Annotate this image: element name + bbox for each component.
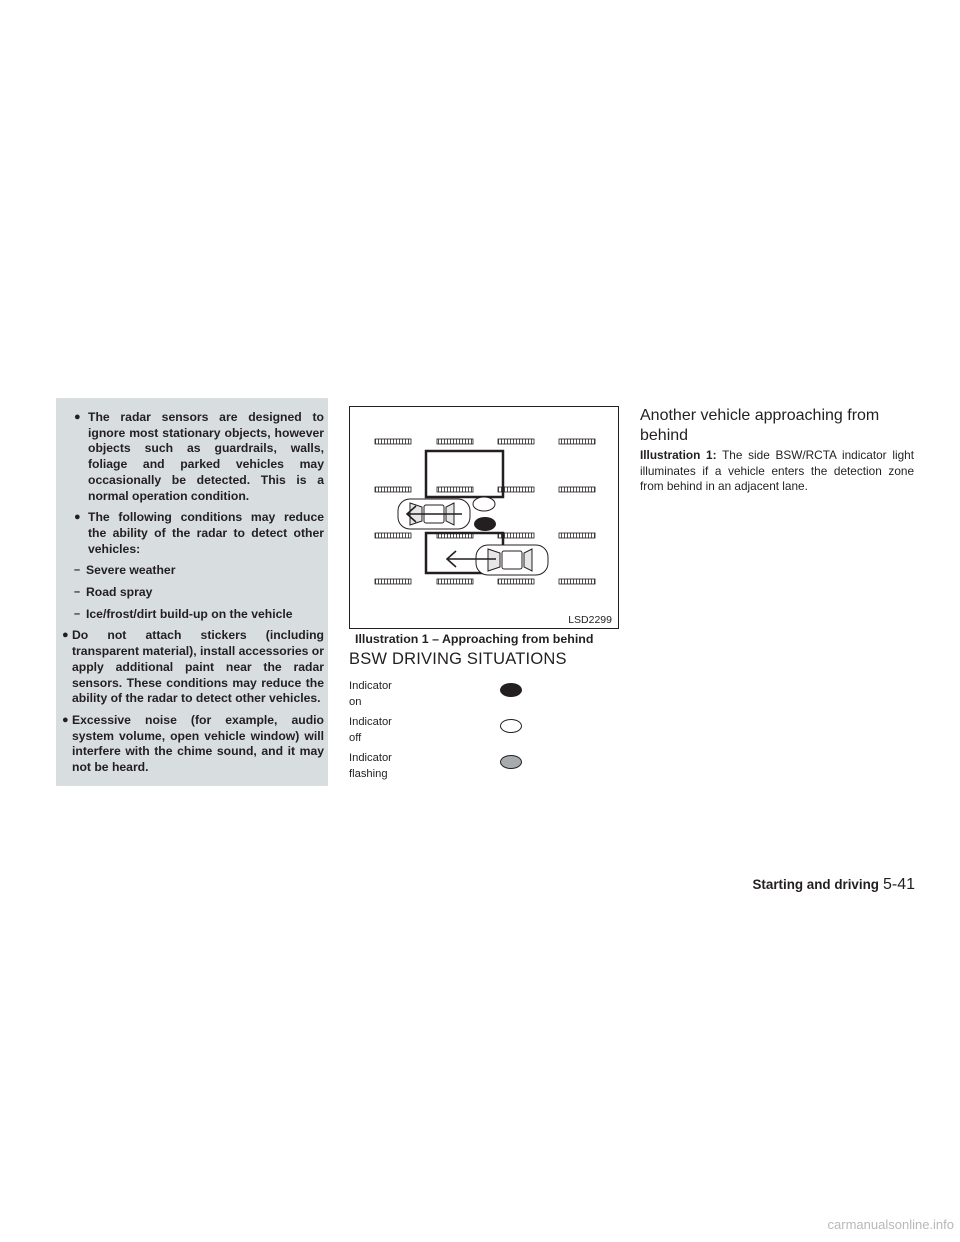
approach-heading: Another vehicle approaching from behind (640, 407, 880, 444)
dash: – (74, 607, 81, 620)
figure-caption: Illustration 1 – Approaching from behind (355, 632, 594, 646)
page-footer (733, 876, 915, 894)
warning-subitem (62, 563, 324, 579)
warning-item (62, 713, 324, 776)
illustration-reference: Illustration 1: (640, 448, 717, 462)
indicator-off-icon (500, 719, 522, 733)
indicator-off-label: Indicator off (349, 716, 392, 744)
bullet: ● (62, 713, 69, 726)
indicator-flashing-label: Indicator flashing (349, 752, 392, 780)
dash: – (74, 586, 81, 599)
warning-subitem (62, 585, 324, 601)
bullet: ● (74, 411, 81, 423)
indicator-on-mark (474, 517, 496, 531)
indicator-flashing-icon (500, 755, 522, 769)
warning-text: Excessive noise (for example, audio system volume, open vehicle window) will interfere with the chime sound, and it may not be heard. (72, 712, 324, 775)
approach-paragraph (640, 448, 914, 495)
warning-text: Road spray (86, 585, 153, 600)
figure-code: LSD2299 (568, 614, 612, 626)
road-diagram (350, 407, 620, 630)
warning-text: Severe weather (86, 563, 176, 578)
warning-text: The following conditions may reduce the ability of the radar to detect other vehicles: (88, 510, 324, 556)
footer-section: Starting and driving (752, 877, 879, 892)
dash: – (74, 564, 81, 577)
section-title: BSW DRIVING SITUATIONS (349, 650, 567, 668)
warning-list (62, 410, 324, 782)
bullet: ● (62, 629, 69, 642)
indicator-on-icon (500, 683, 522, 697)
warning-item (62, 628, 324, 707)
indicator-on-label: Indicator on (349, 680, 392, 708)
bullet: ● (74, 511, 81, 524)
illustration-approaching-from-behind (349, 406, 619, 629)
approaching-vehicle (476, 545, 548, 575)
warning-text: Do not attach stickers (including transparent material), install accessories or apply additional paint near the radar sensors. These conditions may reduce the ability of the radar to detect other vehicles. (72, 628, 324, 706)
warning-item (62, 410, 324, 504)
warning-text: Ice/frost/dirt build-up on the vehicle (86, 606, 293, 621)
warning-item (62, 510, 324, 557)
watermark: carmanualsonline.info (827, 1217, 954, 1232)
page-number: 5-41 (882, 876, 915, 893)
warning-text: The radar sensors are designed to ignore most stationary objects, however objects such as guardrails, walls, foliage and parked vehicles may occasionally be detected. This is a normal operation condition. (88, 410, 324, 503)
warning-subitem (62, 607, 324, 623)
approach-text: The side BSW/RCTA indicator light illuminates if a vehicle enters the detection zone from behind in an adjacent lane. (640, 448, 914, 494)
indicator-off-mark (473, 497, 495, 511)
